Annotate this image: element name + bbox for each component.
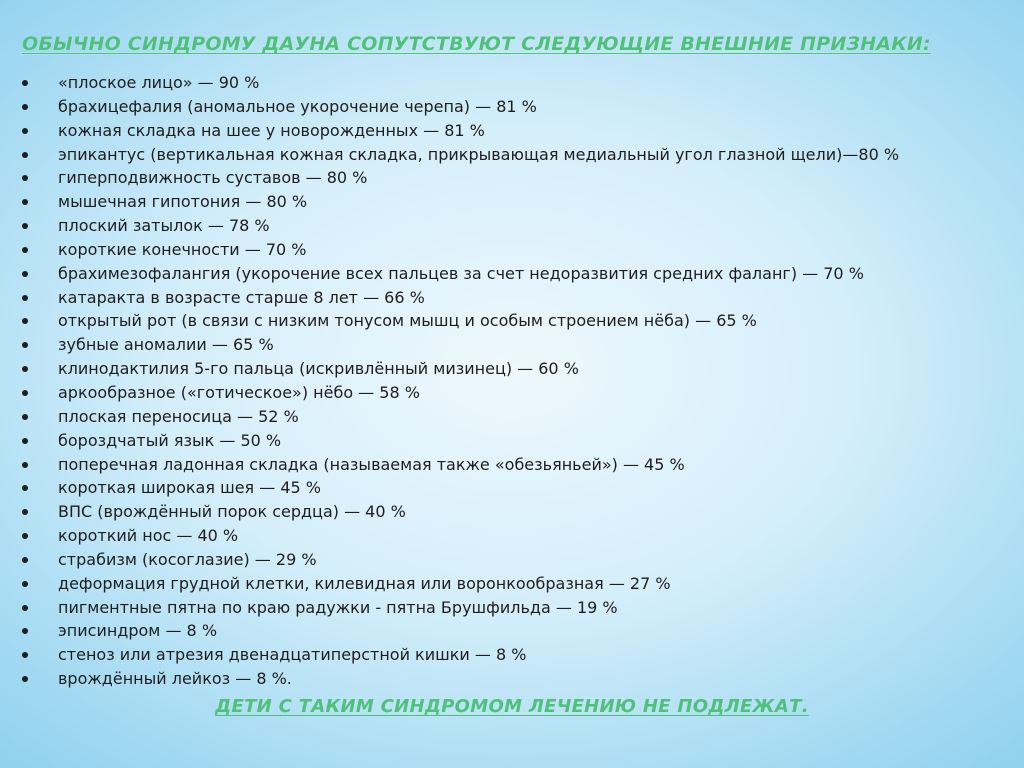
bullet-icon (22, 652, 28, 658)
list-item-text: плоская переносица — 52 % (58, 406, 299, 426)
list-item-text: брахимезофалангия (укорочение всех пальцев за счет недоразвития средних фаланг) — 70 % (58, 263, 864, 283)
bullet-icon (22, 676, 28, 682)
bullet-icon (22, 533, 28, 539)
bullet-icon (22, 295, 28, 301)
bullet-icon (22, 366, 28, 372)
list-item-text: зубные аномалии — 65 % (58, 335, 274, 355)
bullet-icon (22, 462, 28, 468)
bullet-icon (22, 223, 28, 229)
list-item-text: мышечная гипотония — 80 % (58, 192, 308, 212)
list-item-text: врождённый лейкоз — 8 %. (58, 669, 292, 689)
list-item-text: короткие конечности — 70 % (58, 239, 307, 259)
list-item-text: ВПС (врождённый порок сердца) — 40 % (58, 502, 406, 522)
bullet-icon (22, 152, 28, 158)
bullet-icon (22, 509, 28, 515)
bullet-icon (22, 557, 28, 563)
slide-title: ОБЫЧНО СИНДРОМУ ДАУНА СОПУТСТВУЮТ СЛЕДУЮЩИЕ ВНЕШНИЕ ПРИЗНАКИ: (22, 33, 931, 55)
list-item-text: стеноз или атрезия двенадцатиперстной кишки — 8 % (58, 645, 527, 665)
bullet-icon (22, 628, 28, 634)
list-item-text: плоский затылок — 78 % (58, 216, 270, 236)
list-item-text: катаракта в возрасте старше 8 лет — 66 % (58, 287, 425, 307)
bullet-icon (22, 80, 28, 86)
conclusion-text: ДЕТИ С ТАКИМ СИНДРОМОМ ЛЕЧЕНИЮ НЕ ПОДЛЕЖАТ. (215, 696, 809, 717)
list-item-text: аркообразное («готическое») нёбо — 58 % (58, 382, 420, 402)
bullet-icon (22, 199, 28, 205)
list-item-text: гиперподвижность суставов — 80 % (58, 168, 368, 188)
list-item-text: эписиндром — 8 % (58, 621, 218, 641)
list-item-text: бороздчатый язык — 50 % (58, 430, 282, 450)
list-item-text: кожная складка на шее у новорожденных — 81 % (58, 120, 485, 140)
list-item-text: короткий нос — 40 % (58, 526, 239, 546)
list-item-text: короткая широкая шея — 45 % (58, 478, 321, 498)
list-item-text: эпикантус (вертикальная кожная складка, прикрывающая медиальный угол глазной щели)—80 % (58, 144, 900, 164)
list-item-text: клинодактилия 5-го пальца (искривлённый мизинец) — 60 % (58, 359, 579, 379)
bullet-icon (22, 318, 28, 324)
bullet-icon (22, 438, 28, 444)
bullet-icon (22, 605, 28, 611)
bullet-icon (22, 342, 28, 348)
list-item-text: деформация грудной клетки, килевидная или воронкообразная — 27 % (58, 573, 671, 593)
bullet-icon (22, 271, 28, 277)
bullet-icon (22, 128, 28, 134)
list-item-text: открытый рот (в связи с низким тонусом мышц и особым строением нёба) — 65 % (58, 311, 757, 331)
list-item-text: страбизм (косоглазие) — 29 % (58, 549, 317, 569)
bullet-icon (22, 414, 28, 420)
bullet-icon (22, 175, 28, 181)
list-item-text: брахицефалия (аномальное укорочение черепа) — 81 % (58, 96, 537, 116)
bullet-icon (22, 247, 28, 253)
list-item-text: пигментные пятна по краю радужки - пятна Брушфильда — 19 % (58, 597, 618, 617)
bullet-icon (22, 581, 28, 587)
list-item-text: «плоское лицо» — 90 % (58, 73, 260, 92)
bullet-icon (22, 104, 28, 110)
list-item-text: поперечная ладонная складка (называемая также «обезьяньей») — 45 % (58, 454, 685, 474)
bullet-icon (22, 485, 28, 491)
bullet-icon (22, 390, 28, 396)
